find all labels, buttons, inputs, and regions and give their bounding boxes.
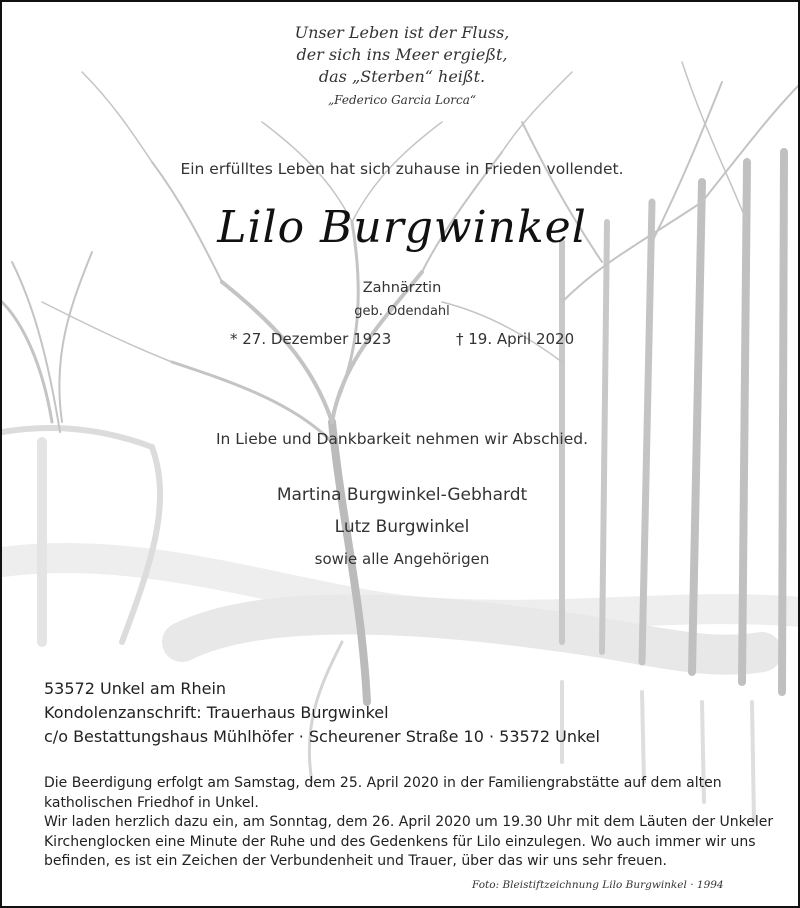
address-city: 53572 Unkel am Rhein <box>44 679 227 698</box>
funeral-info: Die Beerdigung erfolgt am Samstag, dem 25. April 2020 in der Familiengrabstätte auf dem alten katholischen Friedhof in Unkel. <box>44 775 722 811</box>
mourner-name: Lutz Burgwinkel <box>334 517 470 537</box>
funeral-home-address: c/o Bestattungshaus Mühlhöfer · Scheurener Straße 10 · 53572 Unkel <box>44 727 600 746</box>
funeral-notice <box>44 774 774 872</box>
memorial-invitation: Wir laden herzlich dazu ein, am Sonntag, dem 26. April 2020 um 19.30 Uhr mit dem Läuten der Unkeler Kirchenglocken eine Minute der Ruhe und des Gedenkens für Lilo einzulegen. Wo auch immer wir uns befinden, es ist ein Zeichen der Verbundenheit und Trauer, über das wir uns sehr freuen. <box>44 814 774 869</box>
death-date: † 19. April 2020 <box>456 330 575 348</box>
birth-date: * 27. Dezember 1923 <box>230 330 392 348</box>
poem <box>2 22 800 109</box>
photo-credit: Foto: Bleistiftzeichnung Lilo Burgwinkel · 1994 <box>472 879 724 891</box>
maiden-name: geb. Odendahl <box>354 304 450 319</box>
deceased-name: Lilo Burgwinkel <box>217 202 587 253</box>
poem-line-1: Unser Leben ist der Fluss, <box>294 23 510 42</box>
poem-line-2: der sich ins Meer ergießt, <box>296 45 508 64</box>
intro-text: Ein erfülltes Leben hat sich zuhause in Frieden vollendet. <box>180 160 624 178</box>
condolence-address: Kondolenzanschrift: Trauerhaus Burgwinkel <box>44 703 389 722</box>
farewell-text: In Liebe und Dankbarkeit nehmen wir Abschied. <box>215 430 589 448</box>
mourner-name: Martina Burgwinkel-Gebhardt <box>276 485 528 505</box>
poem-line-3: das „Sterben“ heißt. <box>318 67 486 86</box>
occupation: Zahnärztin <box>362 280 442 296</box>
other-relatives: sowie alle Angehörigen <box>314 550 490 568</box>
poem-author: „Federico Garcia Lorca“ <box>327 93 477 107</box>
